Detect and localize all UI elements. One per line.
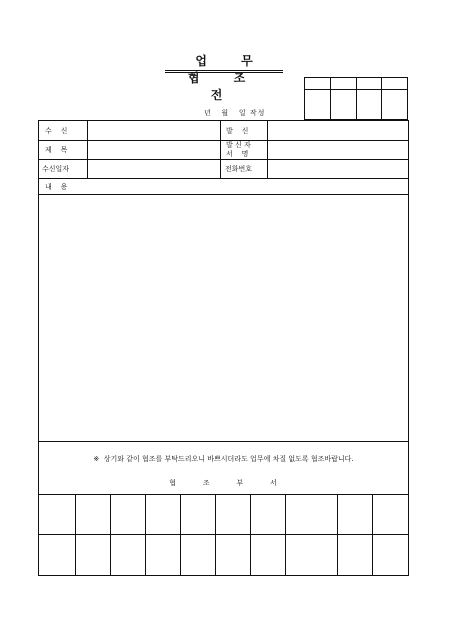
date-written-line: 년 월 일 작성 bbox=[204, 109, 266, 117]
phone-field[interactable] bbox=[268, 160, 408, 178]
grid-divider bbox=[75, 494, 76, 576]
sender-label: 발 신 bbox=[226, 127, 249, 135]
row-divider bbox=[39, 534, 408, 535]
row-divider bbox=[39, 178, 408, 179]
grid-divider bbox=[250, 494, 251, 576]
grid-divider bbox=[285, 494, 286, 576]
recipient-label: 수 신 bbox=[45, 127, 68, 135]
cooperation-notice: ※ 상기와 같이 협조를 부탁드리오니 바쁘시더라도 업무에 차질 없도록 협조바랍니다. bbox=[93, 455, 354, 463]
approval-sign-cell[interactable] bbox=[382, 90, 408, 120]
recipient-field[interactable] bbox=[88, 121, 220, 140]
title-underline-double bbox=[165, 72, 283, 73]
approval-header-cell bbox=[382, 78, 408, 90]
received-date-label: 수신일자 bbox=[42, 165, 70, 173]
grid-divider bbox=[145, 494, 146, 576]
approval-sign-cell[interactable] bbox=[356, 90, 382, 120]
sender-field[interactable] bbox=[268, 121, 408, 140]
grid-divider bbox=[372, 494, 373, 576]
form-body bbox=[38, 120, 409, 576]
document-title: 업 무 협 조 전 bbox=[187, 54, 268, 102]
approval-sign-cell[interactable] bbox=[330, 90, 356, 120]
phone-label: 전화번호 bbox=[225, 165, 253, 173]
approval-box bbox=[304, 77, 408, 120]
title-underline bbox=[165, 70, 283, 71]
col-divider bbox=[220, 121, 221, 178]
sender-sign-field[interactable] bbox=[268, 141, 408, 159]
subject-label: 제 목 bbox=[45, 146, 68, 154]
row-divider bbox=[39, 494, 408, 495]
approval-sign-cell[interactable] bbox=[305, 90, 331, 120]
approval-header-cell bbox=[305, 78, 331, 90]
grid-divider bbox=[337, 494, 338, 576]
row-divider bbox=[39, 441, 408, 442]
approval-header-cell bbox=[330, 78, 356, 90]
grid-divider bbox=[180, 494, 181, 576]
approval-header-cell bbox=[356, 78, 382, 90]
sender-sign-label-1: 발 신 자 bbox=[226, 141, 251, 149]
subject-field[interactable] bbox=[88, 141, 220, 159]
content-area[interactable] bbox=[39, 195, 408, 441]
grid-divider bbox=[110, 494, 111, 576]
sender-sign-label-2: 서 명 bbox=[226, 150, 249, 158]
received-date-field[interactable] bbox=[88, 160, 220, 178]
coop-dept-heading: 협 조 부 서 bbox=[169, 479, 278, 487]
content-label: 내 용 bbox=[45, 183, 68, 191]
grid-divider bbox=[215, 494, 216, 576]
